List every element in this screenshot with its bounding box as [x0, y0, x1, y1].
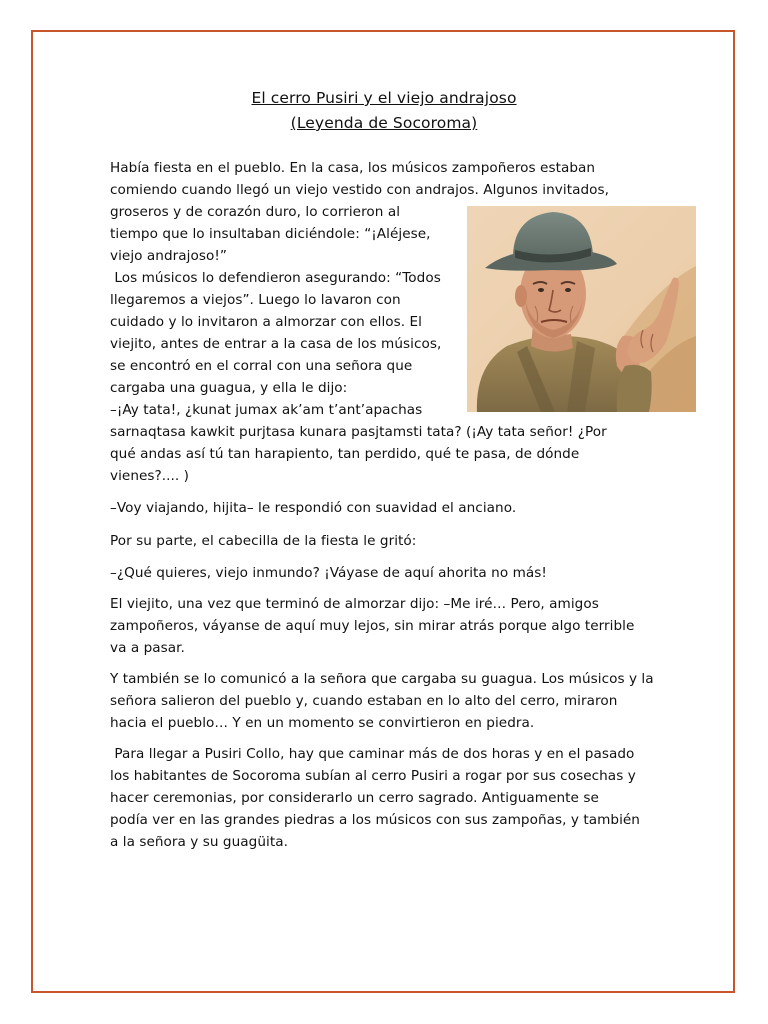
text-line: a la señora y su guagüita. [110, 834, 288, 850]
text-line: viejito, antes de entrar a la casa de los músicos, [110, 336, 442, 352]
text-line: hacia el pueblo… Y en un momento se convirtieron en piedra. [110, 715, 535, 731]
text-line: podía ver en las grandes piedras a los músicos con sus zampoñas, y también [110, 812, 640, 828]
text-line: –¡Ay tata!, ¿kunat jumax ak’am t’ant’apachas [110, 402, 423, 418]
paragraph-reply [110, 497, 670, 519]
paragraph-insult [110, 562, 670, 584]
text-line: comiendo cuando llegó un viejo vestido con andrajos. Algunos invitados, [110, 182, 610, 198]
text-line: –¿Qué quieres, viejo inmundo? ¡Váyase de aquí ahorita no más! [110, 565, 547, 581]
document-subtitle: (Leyenda de Socoroma) [290, 114, 478, 132]
text-line: vienes?.... ) [110, 468, 190, 484]
text-line: groseros y de corazón duro, lo corrieron al [110, 204, 401, 220]
text-line: –Voy viajando, hijita– le respondió con suavidad el anciano. [110, 500, 517, 516]
text-line: sarnaqtasa kawkit purjtasa kunara pasjtamsti tata? (¡Ay tata señor! ¿Por [110, 424, 607, 440]
text-line: viejo andrajoso!” [110, 248, 227, 264]
paragraph-aymara-dialogue [110, 399, 670, 487]
paragraph-warning [110, 593, 670, 659]
text-line: Y también se lo comunicó a la señora que cargaba su guagua. Los músicos y la [110, 671, 654, 687]
text-line: va a pasar. [110, 640, 185, 656]
text-line: Por su parte, el cabecilla de la fiesta le gritó: [110, 533, 417, 549]
text-line: cuidado y lo invitaron a almorzar con ellos. El [110, 314, 422, 330]
document-title: El cerro Pusiri y el viejo andrajoso [251, 89, 517, 107]
text-line: se encontró en el corral con una señora que [110, 358, 413, 374]
text-line: llegaremos a viejos”. Luego lo lavaron con [110, 292, 401, 308]
old-man-with-hat-illustration [467, 206, 696, 412]
text-line: zampoñeros, váyanse de aquí muy lejos, sin mirar atrás porque algo terrible [110, 618, 635, 634]
text-line: hacer ceremonias, por considerarlo un cerro sagrado. Antiguamente se [110, 790, 599, 806]
text-line: los habitantes de Socoroma subían al cerro Pusiri a rogar por sus cosechas y [110, 768, 636, 784]
text-line: El viejito, una vez que terminó de almorzar dijo: –Me iré… Pero, amigos [110, 596, 599, 612]
paragraph-pusiri-collo [110, 743, 670, 853]
text-line: Los músicos lo defendieron asegurando: “Todos [110, 270, 441, 286]
text-line: Había fiesta en el pueblo. En la casa, los músicos zampoñeros estaban [110, 160, 596, 176]
text-line: Para llegar a Pusiri Collo, hay que caminar más de dos horas y en el pasado [110, 746, 635, 762]
text-line: qué andas así tú tan harapiento, tan perdido, qué te pasa, de dónde [110, 446, 580, 462]
text-line: cargaba una guagua, y ella le dijo: [110, 380, 348, 396]
text-line: señora salieron del pueblo y, cuando estaban en lo alto del cerro, miraron [110, 693, 618, 709]
paragraph-cabecilla [110, 530, 670, 552]
paragraph-stone [110, 668, 670, 734]
text-line: tiempo que lo insultaban diciéndole: “¡Aléjese, [110, 226, 431, 242]
